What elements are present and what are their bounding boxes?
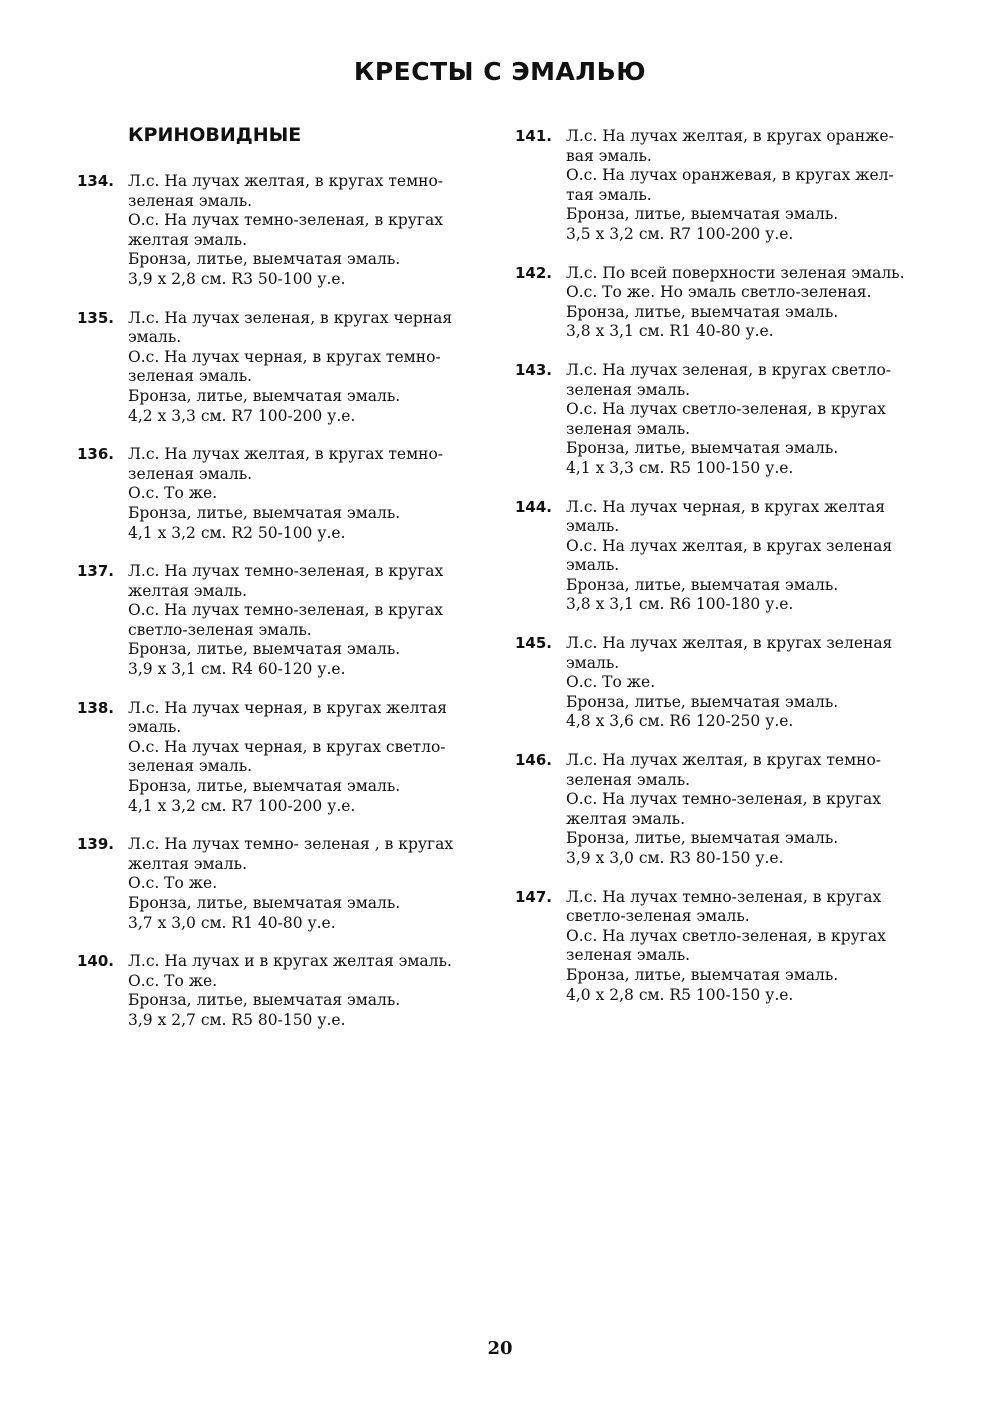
- entry-number: 136.: [76, 445, 114, 464]
- entry-line: Бронза, литье, выемчатая эмаль.: [566, 575, 839, 594]
- entry-line: эмаль.: [566, 517, 620, 536]
- entry-line: О.с. То же.: [566, 673, 656, 692]
- entry-line: О.с. На лучах черная, в кругах светло-: [128, 737, 446, 756]
- entry-number: 146.: [514, 751, 552, 770]
- entry-line: эмаль.: [566, 653, 620, 672]
- entry-line: 3,9 х 2,8 см. R3 50-100 у.е.: [128, 269, 346, 288]
- catalog-entry: [512, 264, 932, 342]
- entry-line: О.с. То же.: [128, 484, 218, 503]
- entry-line: Л.с. По всей поверхности зеленая эмаль.: [566, 263, 905, 282]
- entry-number: 144.: [514, 497, 552, 516]
- entry-line: светло-зеленая эмаль.: [566, 907, 750, 926]
- entry-number: 147.: [514, 887, 552, 906]
- entry-line: 4,1 х 3,2 см. R7 100-200 у.е.: [128, 796, 356, 815]
- entry-number: 142.: [514, 263, 552, 282]
- entry-number: 137.: [76, 562, 114, 581]
- entry-line: 4,2 х 3,3 см. R7 100-200 у.е.: [128, 406, 356, 425]
- entry-line: Бронза, литье, выемчатая эмаль.: [128, 503, 401, 522]
- entry-line: эмаль.: [128, 718, 182, 737]
- entry-line: Л.с. На лучах и в кругах желтая эмаль.: [128, 952, 452, 971]
- entry-line: зеленая эмаль.: [566, 419, 691, 438]
- entry-line: 4,1 х 3,3 см. R5 100-150 у.е.: [566, 458, 794, 477]
- entry-line: желтая эмаль.: [128, 230, 247, 249]
- section-title: КРИНОВИДНЫЕ: [128, 124, 302, 146]
- entry-line: 3,8 х 3,1 см. R6 100-180 у.е.: [566, 595, 794, 614]
- entry-line: Бронза, литье, выемчатая эмаль.: [128, 250, 401, 269]
- entry-line: 3,9 х 3,1 см. R4 60-120 у.е.: [128, 660, 346, 679]
- entry-line: 3,5 х 3,2 см. R7 100-200 у.е.: [566, 224, 794, 243]
- entry-line: О.с. На лучах желтая, в кругах зеленая: [566, 536, 893, 555]
- entry-line: Бронза, литье, выемчатая эмаль.: [128, 991, 401, 1010]
- entry-line: зеленая эмаль.: [128, 191, 253, 210]
- entry-line: О.с. То же.: [128, 874, 218, 893]
- entry-line: зеленая эмаль.: [566, 380, 691, 399]
- catalog-entry: [512, 751, 932, 869]
- catalog-entry: [512, 498, 932, 616]
- entry-line: 3,9 х 2,7 см. R5 80-150 у.е.: [128, 1010, 346, 1029]
- entry-line: Л.с. На лучах желтая, в кругах зеленая: [566, 634, 893, 653]
- entry-line: зеленая эмаль.: [566, 770, 691, 789]
- entry-number: 143.: [514, 360, 552, 379]
- entry-line: 4,0 х 2,8 см. R5 100-150 у.е.: [566, 985, 794, 1004]
- page-title: КРЕСТЫ С ЭМАЛЬЮ: [353, 57, 647, 86]
- entry-line: Л.с. На лучах темно- зеленая , в кругах: [128, 835, 454, 854]
- catalog-entry: [74, 309, 494, 427]
- entry-line: 3,8 х 3,1 см. R1 40-80 у.е.: [566, 322, 774, 341]
- entry-line: светло-зеленая эмаль.: [128, 620, 312, 639]
- entry-line: Бронза, литье, выемчатая эмаль.: [566, 829, 839, 848]
- entry-number: 141.: [514, 127, 552, 145]
- catalog-entry: [74, 699, 494, 817]
- entry-line: О.с. На лучах темно-зеленая, в кругах: [128, 601, 444, 620]
- entry-line: Л.с. На лучах зеленая, в кругах черная: [128, 308, 453, 327]
- entry-line: Бронза, литье, выемчатая эмаль.: [566, 692, 839, 711]
- entry-line: зеленая эмаль.: [566, 946, 691, 965]
- entry-line: вая эмаль.: [566, 146, 652, 165]
- entry-line: О.с. На лучах светло-зеленая, в кругах: [566, 926, 886, 945]
- catalog-entry: [512, 361, 932, 479]
- entry-line: Бронза, литье, выемчатая эмаль.: [128, 894, 401, 912]
- entry-line: О.с. На лучах оранжевая, в кругах жел-: [566, 166, 894, 185]
- catalog-entry: [74, 445, 494, 543]
- entry-line: Бронза, литье, выемчатая эмаль.: [128, 386, 401, 405]
- entry-line: Л.с. На лучах темно-зеленая, в кругах: [566, 887, 882, 906]
- entry-line: зеленая эмаль.: [128, 757, 253, 776]
- entry-line: О.с. На лучах темно-зеленая, в кругах: [566, 790, 882, 809]
- entry-line: желтая эмаль.: [128, 854, 247, 873]
- entry-line: тая эмаль.: [566, 185, 652, 204]
- right-column: [512, 127, 932, 1024]
- left-column: [74, 172, 494, 1050]
- entry-line: Бронза, литье, выемчатая эмаль.: [566, 205, 839, 224]
- entry-number: 138.: [76, 698, 114, 717]
- entry-line: 3,9 х 3,0 см. R3 80-150 у.е.: [566, 849, 784, 867]
- entry-line: желтая эмаль.: [566, 809, 685, 828]
- entry-line: Бронза, литье, выемчатая эмаль.: [128, 640, 401, 659]
- entry-line: О.с. То же. Но эмаль светло-зеленая.: [566, 283, 872, 302]
- entry-line: зеленая эмаль.: [128, 367, 253, 386]
- entry-line: эмаль.: [566, 556, 620, 575]
- entry-number: 134.: [76, 172, 114, 190]
- catalog-entry: [74, 952, 494, 1030]
- entry-line: Л.с. На лучах желтая, в кругах оранже-: [566, 127, 894, 145]
- catalog-entry: [74, 562, 494, 680]
- catalog-entry: [512, 634, 932, 732]
- entry-line: Л.с. На лучах желтая, в кругах темно-: [566, 751, 882, 770]
- entry-line: О.с. То же.: [128, 971, 218, 990]
- entry-line: Л.с. На лучах желтая, в кругах темно-: [128, 172, 444, 190]
- catalog-entry: [512, 888, 932, 1006]
- entry-number: 135.: [76, 308, 114, 327]
- catalog-entry: [74, 172, 494, 290]
- entry-line: Бронза, литье, выемчатая эмаль.: [566, 965, 839, 984]
- catalog-entry: [512, 127, 932, 245]
- entry-line: желтая эмаль.: [128, 581, 247, 600]
- entry-line: Бронза, литье, выемчатая эмаль.: [566, 302, 839, 321]
- entry-line: зеленая эмаль.: [128, 464, 253, 483]
- entry-line: Бронза, литье, выемчатая эмаль.: [566, 439, 839, 458]
- entry-line: 3,7 х 3,0 см. R1 40-80 у.е.: [128, 913, 336, 932]
- entry-line: эмаль.: [128, 328, 182, 347]
- entry-number: 140.: [76, 952, 114, 971]
- entry-line: О.с. На лучах темно-зеленая, в кругах: [128, 211, 444, 230]
- entry-line: Л.с. На лучах темно-зеленая, в кругах: [128, 562, 444, 581]
- entry-line: Бронза, литье, выемчатая эмаль.: [128, 777, 401, 796]
- entry-line: О.с. На лучах светло-зеленая, в кругах: [566, 400, 886, 419]
- entry-line: 4,1 х 3,2 см. R2 50-100 у.е.: [128, 523, 346, 542]
- entry-line: Л.с. На лучах черная, в кругах желтая: [128, 698, 448, 717]
- entry-line: Л.с. На лучах зеленая, в кругах светло-: [566, 360, 892, 379]
- entry-number: 145.: [514, 634, 552, 653]
- entry-line: Л.с. На лучах черная, в кругах желтая: [566, 497, 886, 516]
- entry-line: Л.с. На лучах желтая, в кругах темно-: [128, 445, 444, 464]
- catalog-entry: [74, 835, 494, 933]
- entry-line: 4,8 х 3,6 см. R6 120-250 у.е.: [566, 712, 794, 731]
- entry-number: 139.: [76, 835, 114, 854]
- entry-line: О.с. На лучах черная, в кругах темно-: [128, 347, 441, 366]
- page-number: 20: [487, 1338, 513, 1359]
